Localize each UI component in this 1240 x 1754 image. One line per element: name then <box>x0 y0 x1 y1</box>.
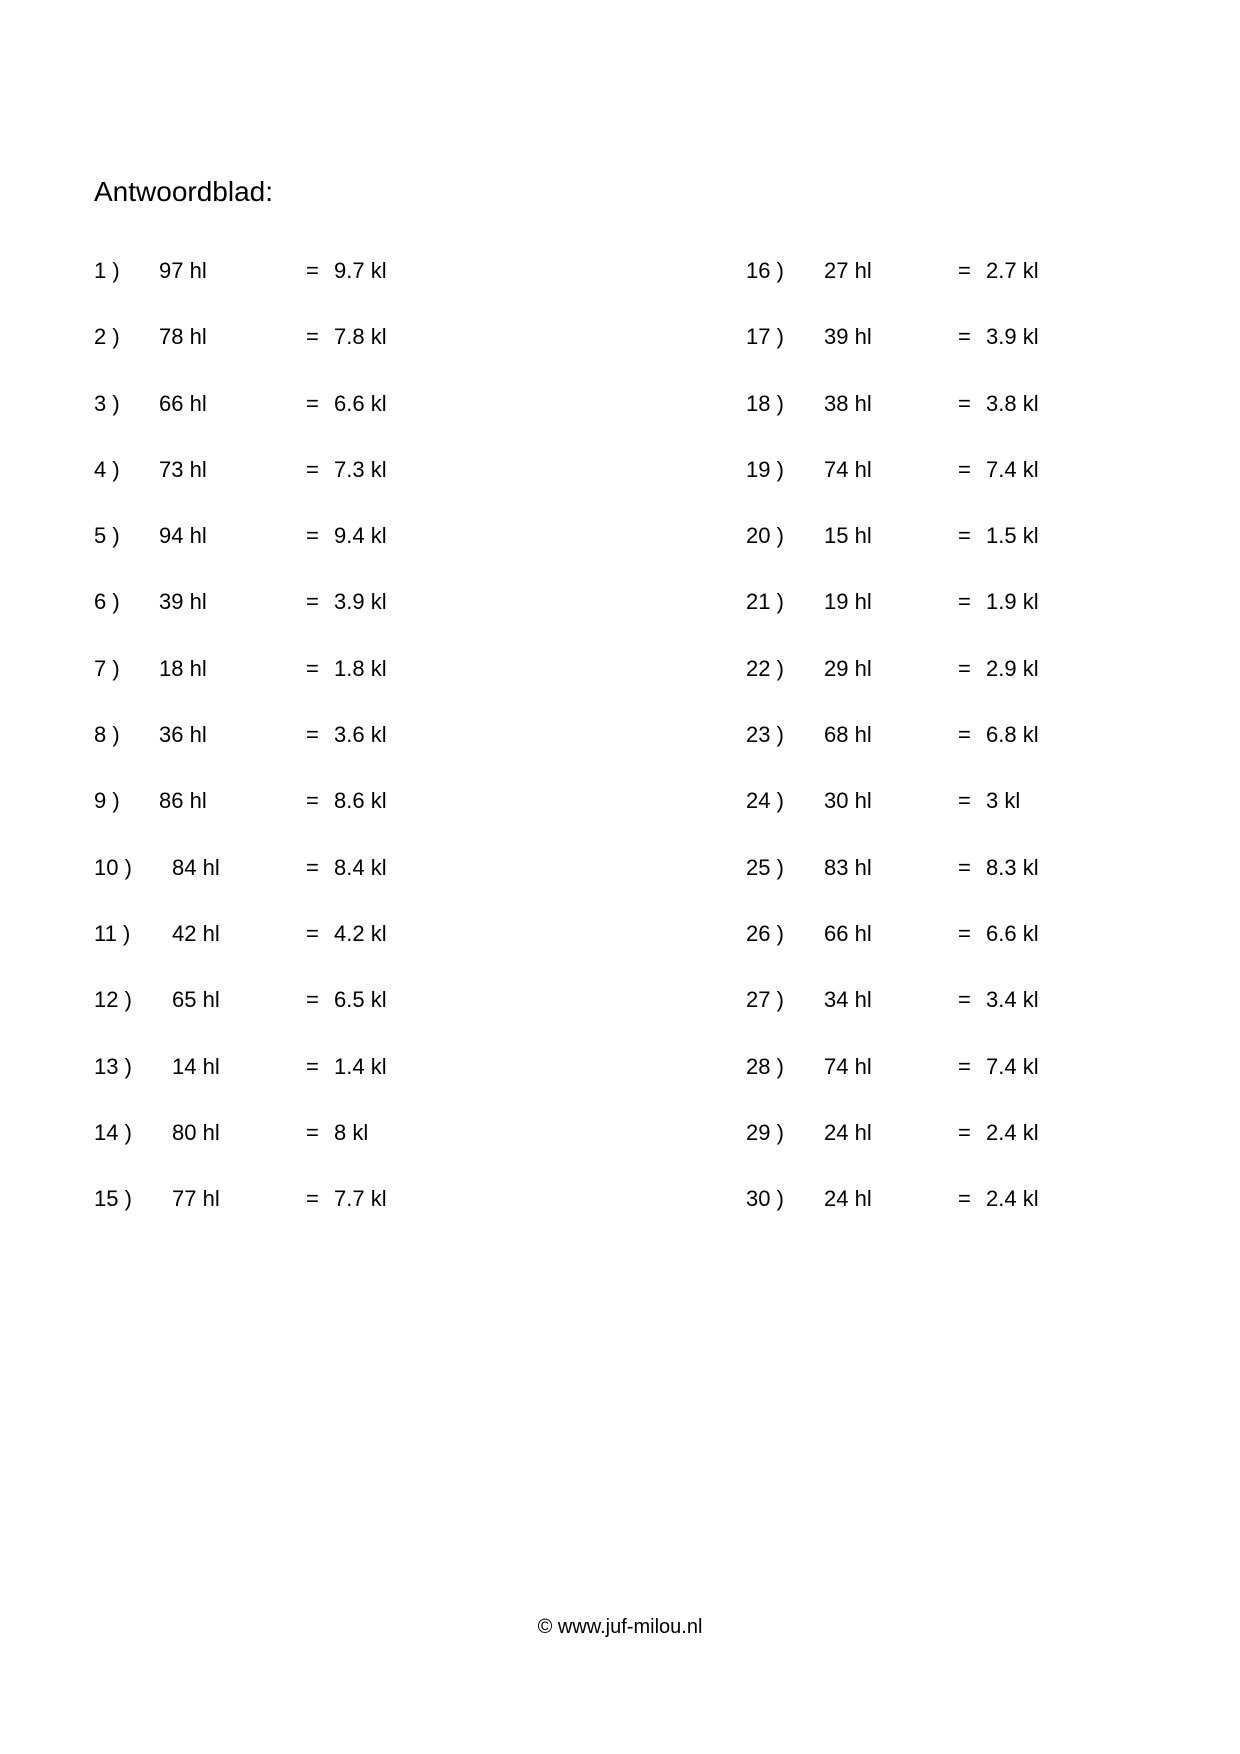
exercise-answer: 7.4 kl <box>986 456 1039 482</box>
exercise-number: 11 ) <box>94 920 131 946</box>
equals-sign: = <box>958 722 971 748</box>
exercise-row <box>746 987 1166 1053</box>
equals-sign: = <box>958 390 971 416</box>
equals-sign: = <box>958 788 971 814</box>
exercise-number: 9 ) <box>94 788 120 814</box>
exercise-amount: 18 hl <box>159 655 207 681</box>
exercise-row <box>746 1054 1166 1120</box>
equals-sign: = <box>306 390 319 416</box>
equals-sign: = <box>958 523 971 549</box>
exercise-answer: 2.7 kl <box>986 258 1039 283</box>
exercise-row <box>746 258 1166 324</box>
exercise-row <box>94 391 514 457</box>
exercise-amount: 83 hl <box>824 854 872 880</box>
exercise-number: 6 ) <box>94 589 120 615</box>
exercise-amount: 66 hl <box>824 920 872 946</box>
exercise-number: 16 ) <box>746 258 784 283</box>
exercise-row <box>746 656 1166 722</box>
exercise-row <box>746 1120 1166 1186</box>
exercise-amount: 66 hl <box>159 390 207 416</box>
exercise-row <box>94 457 514 523</box>
equals-sign: = <box>306 1119 319 1145</box>
exercise-row <box>94 855 514 921</box>
exercise-row <box>94 656 514 722</box>
exercise-answer: 9.4 kl <box>334 523 387 549</box>
equals-sign: = <box>958 1186 971 1212</box>
exercise-answer: 8.4 kl <box>334 854 387 880</box>
page-title: Antwoordblad: <box>94 176 274 207</box>
exercise-number: 8 ) <box>94 722 120 748</box>
exercise-answer: 1.4 kl <box>334 1053 387 1079</box>
exercise-answer: 7.8 kl <box>334 324 387 350</box>
equals-sign: = <box>958 258 971 283</box>
answers-column-right <box>746 258 1166 1252</box>
exercise-amount: 24 hl <box>824 1186 872 1212</box>
exercise-row <box>94 523 514 589</box>
exercise-number: 22 ) <box>746 655 784 681</box>
exercise-number: 14 ) <box>94 1119 132 1145</box>
exercise-answer: 3.6 kl <box>334 722 387 748</box>
exercise-answer: 9.7 kl <box>334 258 387 283</box>
equals-sign: = <box>958 854 971 880</box>
exercise-amount: 77 hl <box>172 1186 220 1212</box>
equals-sign: = <box>306 1186 319 1212</box>
exercise-row <box>746 855 1166 921</box>
exercise-row <box>746 457 1166 523</box>
exercise-answer: 3 kl <box>986 788 1021 814</box>
exercise-amount: 94 hl <box>159 523 207 549</box>
exercise-number: 19 ) <box>746 456 784 482</box>
exercise-number: 5 ) <box>94 523 120 549</box>
exercise-amount: 80 hl <box>172 1119 220 1145</box>
exercise-amount: 39 hl <box>159 589 207 615</box>
exercise-amount: 86 hl <box>159 788 207 814</box>
exercise-number: 13 ) <box>94 1053 132 1079</box>
exercise-row <box>94 788 514 854</box>
exercise-answer: 2.4 kl <box>986 1119 1039 1145</box>
exercise-row <box>94 987 514 1053</box>
exercise-number: 2 ) <box>94 324 120 350</box>
equals-sign: = <box>958 589 971 615</box>
exercise-answer: 8.3 kl <box>986 854 1039 880</box>
exercise-number: 21 ) <box>746 589 784 615</box>
exercise-answer: 3.4 kl <box>986 987 1039 1013</box>
exercise-amount: 19 hl <box>824 589 872 615</box>
exercise-number: 25 ) <box>746 854 784 880</box>
exercise-amount: 73 hl <box>159 456 207 482</box>
exercise-row <box>746 1186 1166 1252</box>
equals-sign: = <box>306 722 319 748</box>
exercise-amount: 30 hl <box>824 788 872 814</box>
equals-sign: = <box>306 589 319 615</box>
exercise-amount: 39 hl <box>824 324 872 350</box>
exercise-number: 10 ) <box>94 854 132 880</box>
equals-sign: = <box>306 523 319 549</box>
equals-sign: = <box>306 987 319 1013</box>
equals-sign: = <box>958 920 971 946</box>
exercise-answer: 1.8 kl <box>334 655 387 681</box>
exercise-amount: 14 hl <box>172 1053 220 1079</box>
exercise-answer: 1.5 kl <box>986 523 1039 549</box>
equals-sign: = <box>306 788 319 814</box>
exercise-answer: 2.9 kl <box>986 655 1039 681</box>
exercise-row <box>94 1120 514 1186</box>
exercise-answer: 8 kl <box>334 1119 369 1145</box>
exercise-row <box>94 324 514 390</box>
exercise-amount: 68 hl <box>824 722 872 748</box>
exercise-row <box>94 258 514 324</box>
exercise-number: 24 ) <box>746 788 784 814</box>
exercise-row <box>94 722 514 788</box>
exercise-amount: 15 hl <box>824 523 872 549</box>
exercise-answer: 3.9 kl <box>986 324 1039 350</box>
equals-sign: = <box>306 1053 319 1079</box>
exercise-amount: 78 hl <box>159 324 207 350</box>
exercise-row <box>746 523 1166 589</box>
exercise-number: 3 ) <box>94 390 120 416</box>
exercise-answer: 3.8 kl <box>986 390 1039 416</box>
exercise-row <box>746 722 1166 788</box>
exercise-amount: 36 hl <box>159 722 207 748</box>
exercise-answer: 7.3 kl <box>334 456 387 482</box>
equals-sign: = <box>306 258 319 283</box>
exercise-answer: 6.8 kl <box>986 722 1039 748</box>
exercise-answer: 3.9 kl <box>334 589 387 615</box>
exercise-number: 15 ) <box>94 1186 132 1212</box>
exercise-answer: 7.7 kl <box>334 1186 387 1212</box>
exercise-answer: 8.6 kl <box>334 788 387 814</box>
exercise-amount: 74 hl <box>824 456 872 482</box>
exercise-answer: 6.6 kl <box>986 920 1039 946</box>
exercise-number: 27 ) <box>746 987 784 1013</box>
exercise-row <box>746 391 1166 457</box>
exercise-number: 7 ) <box>94 655 120 681</box>
exercise-amount: 74 hl <box>824 1053 872 1079</box>
exercise-number: 26 ) <box>746 920 784 946</box>
answers-column-left <box>94 258 514 1252</box>
exercise-number: 20 ) <box>746 523 784 549</box>
exercise-amount: 27 hl <box>824 258 872 283</box>
exercise-row <box>746 324 1166 390</box>
exercise-answer: 7.4 kl <box>986 1053 1039 1079</box>
exercise-row <box>94 1054 514 1120</box>
equals-sign: = <box>958 324 971 350</box>
exercise-number: 18 ) <box>746 390 784 416</box>
exercise-amount: 38 hl <box>824 390 872 416</box>
exercise-answer: 6.6 kl <box>334 390 387 416</box>
exercise-row <box>94 921 514 987</box>
exercise-row <box>746 589 1166 655</box>
exercise-answer: 4.2 kl <box>334 920 387 946</box>
exercise-answer: 1.9 kl <box>986 589 1039 615</box>
exercise-answer: 6.5 kl <box>334 987 387 1013</box>
exercise-number: 23 ) <box>746 722 784 748</box>
exercise-row <box>94 589 514 655</box>
equals-sign: = <box>958 987 971 1013</box>
equals-sign: = <box>306 324 319 350</box>
exercise-number: 1 ) <box>94 258 120 283</box>
exercise-row <box>746 788 1166 854</box>
exercise-amount: 24 hl <box>824 1119 872 1145</box>
exercise-number: 12 ) <box>94 987 132 1013</box>
exercise-amount: 97 hl <box>159 258 207 283</box>
equals-sign: = <box>306 655 319 681</box>
exercise-number: 17 ) <box>746 324 784 350</box>
equals-sign: = <box>306 854 319 880</box>
exercise-answer: 2.4 kl <box>986 1186 1039 1212</box>
equals-sign: = <box>958 1119 971 1145</box>
copyright-footer: © www.juf-milou.nl <box>537 1616 703 1638</box>
exercise-number: 28 ) <box>746 1053 784 1079</box>
exercise-amount: 34 hl <box>824 987 872 1013</box>
exercise-amount: 65 hl <box>172 987 220 1013</box>
equals-sign: = <box>958 456 971 482</box>
exercise-row <box>94 1186 514 1252</box>
exercise-amount: 84 hl <box>172 854 220 880</box>
exercise-number: 29 ) <box>746 1119 784 1145</box>
equals-sign: = <box>306 920 319 946</box>
exercise-row <box>746 921 1166 987</box>
equals-sign: = <box>306 456 319 482</box>
exercise-number: 4 ) <box>94 456 120 482</box>
exercise-amount: 42 hl <box>172 920 220 946</box>
equals-sign: = <box>958 1053 971 1079</box>
exercise-number: 30 ) <box>746 1186 784 1212</box>
equals-sign: = <box>958 655 971 681</box>
exercise-amount: 29 hl <box>824 655 872 681</box>
